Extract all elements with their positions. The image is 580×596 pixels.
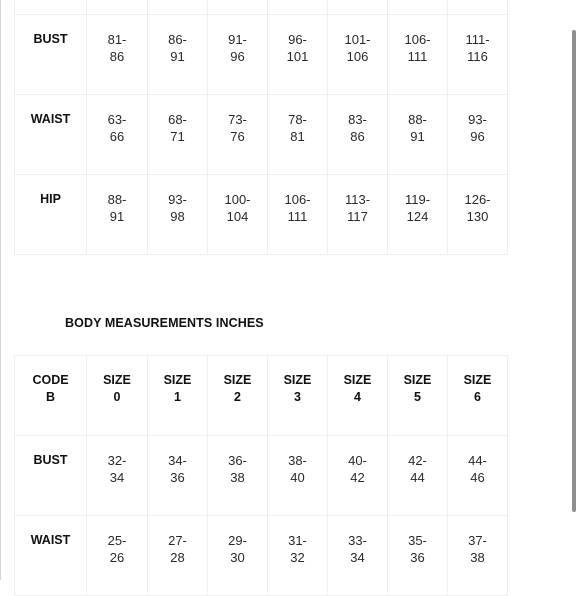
value-cell [448, 175, 508, 255]
value-cell [328, 436, 388, 516]
table-header-row [15, 356, 508, 436]
value-text: 88- 91 [107, 192, 127, 224]
page-left-border [0, 0, 1, 580]
value-text: 63- 66 [107, 112, 127, 144]
value-text: 93- 96 [468, 112, 487, 144]
value-cell [268, 516, 328, 596]
value-cell [208, 95, 268, 175]
value-cell [328, 15, 388, 95]
value-cell [448, 516, 508, 596]
value-cell [148, 516, 208, 596]
row-label-cell [15, 516, 87, 596]
value-cell [208, 516, 268, 596]
value-cell [448, 95, 508, 175]
value-text: 126- 130 [464, 192, 491, 224]
value-cell [328, 516, 388, 596]
value-cell [148, 436, 208, 516]
column-header-size [388, 356, 448, 436]
value-cell [208, 436, 268, 516]
column-header-text: SIZE 6 [463, 373, 492, 404]
row-label-cell [15, 95, 87, 175]
value-cell [268, 175, 328, 255]
column-header-text: SIZE 5 [403, 373, 432, 404]
column-header-size [148, 356, 208, 436]
value-cell [388, 0, 448, 15]
measurements-table-inches [14, 355, 508, 596]
value-text: 29- 30 [228, 533, 247, 565]
value-text: 101- 106 [344, 32, 371, 64]
value-cell [268, 15, 328, 95]
table-row [15, 0, 508, 15]
value-cell [148, 15, 208, 95]
row-label: BUST [33, 32, 68, 46]
value-text: 78- 81 [288, 112, 307, 144]
value-cell [328, 175, 388, 255]
value-cell [388, 516, 448, 596]
column-header-size [328, 356, 388, 436]
value-cell [87, 15, 148, 95]
table-row [15, 436, 508, 516]
row-label: WAIST [30, 112, 71, 126]
value-cell [448, 15, 508, 95]
column-header-text: SIZE 2 [223, 373, 252, 404]
value-cell [148, 0, 208, 15]
table-row [15, 15, 508, 95]
value-text: 106- 111 [284, 192, 311, 224]
value-text: 93- 98 [168, 192, 187, 224]
value-text: 37- 38 [468, 533, 487, 565]
value-text: 32- 34 [107, 453, 127, 485]
column-header-code [15, 356, 87, 436]
value-text: 44- 46 [468, 453, 487, 485]
value-text: 35- 36 [408, 533, 427, 565]
column-header-text: SIZE 1 [163, 373, 192, 404]
row-label: WAIST [30, 533, 71, 547]
value-text: 81- 86 [107, 32, 127, 64]
table-row [15, 175, 508, 255]
value-text: 111- 116 [465, 32, 490, 64]
value-cell [208, 0, 268, 15]
row-label-cell [15, 15, 87, 95]
value-cell [148, 175, 208, 255]
value-cell [87, 516, 148, 596]
row-label-cell [15, 436, 87, 516]
row-label-cell [15, 175, 87, 255]
column-header-size [208, 356, 268, 436]
value-cell [388, 15, 448, 95]
value-text: 25- 26 [107, 533, 127, 565]
value-cell [328, 95, 388, 175]
row-label: HIP [40, 192, 61, 206]
value-cell [448, 436, 508, 516]
value-text: 27- 28 [168, 533, 187, 565]
table-row [15, 516, 508, 596]
value-text: 33- 34 [348, 533, 367, 565]
value-cell [328, 0, 388, 15]
value-text: 96- 101 [286, 32, 309, 64]
value-cell [87, 95, 148, 175]
value-text: 100- 104 [224, 192, 251, 224]
row-label: BUST [33, 453, 68, 467]
column-header-size [448, 356, 508, 436]
value-cell [388, 175, 448, 255]
measurements-table-cm [14, 0, 508, 255]
value-text: 34- 36 [168, 453, 187, 485]
value-text: 83- 86 [348, 112, 367, 144]
value-text: 113- 117 [344, 192, 371, 224]
value-text: 106- 111 [404, 32, 431, 64]
row-label-cell [15, 0, 87, 15]
column-header-size [87, 356, 148, 436]
value-cell [87, 436, 148, 516]
value-cell [208, 175, 268, 255]
value-text: 119- 124 [404, 192, 431, 224]
value-text: 38- 40 [288, 453, 307, 485]
table-row [15, 95, 508, 175]
scrollbar-thumb[interactable] [572, 30, 576, 512]
value-text: 68- 71 [168, 112, 187, 144]
value-cell [268, 95, 328, 175]
column-header-text: SIZE 4 [343, 373, 372, 404]
value-text: 91- 96 [228, 32, 247, 64]
value-cell [388, 95, 448, 175]
value-cell [268, 436, 328, 516]
value-cell [388, 436, 448, 516]
value-cell [87, 0, 148, 15]
value-cell [87, 175, 148, 255]
column-header-text: SIZE 3 [283, 373, 312, 404]
column-header-size [268, 356, 328, 436]
value-text: 73- 76 [228, 112, 247, 144]
value-cell [268, 0, 328, 15]
column-header-text: SIZE 0 [103, 373, 131, 404]
value-text: 36- 38 [228, 453, 247, 485]
value-text: 40- 42 [348, 453, 367, 485]
value-cell [208, 15, 268, 95]
value-text: 31- 32 [288, 533, 307, 565]
value-cell [148, 95, 208, 175]
value-cell [448, 0, 508, 15]
column-header-text: CODE B [32, 373, 69, 404]
value-text: 86- 91 [168, 32, 187, 64]
section-title: BODY MEASUREMENTS INCHES [65, 316, 264, 330]
value-text: 42- 44 [408, 453, 427, 485]
value-text: 88- 91 [408, 112, 427, 144]
